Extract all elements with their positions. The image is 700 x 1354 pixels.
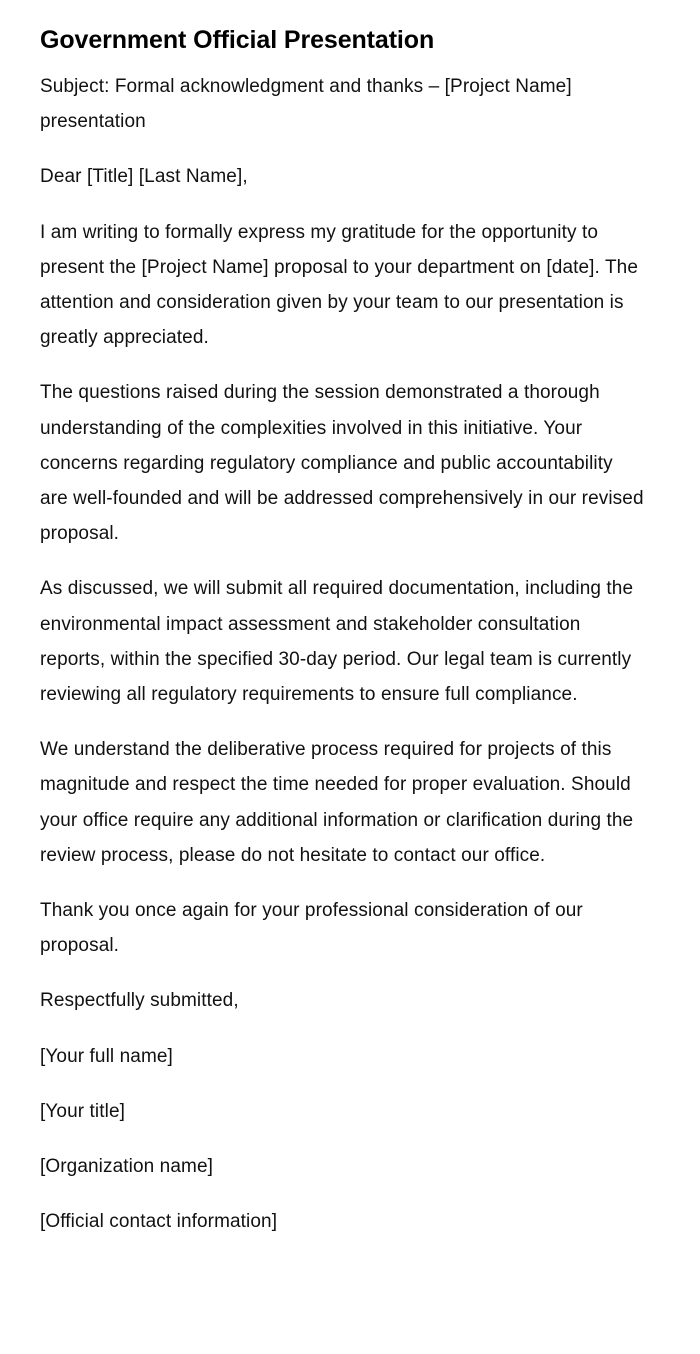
body-paragraph-questions: The questions raised during the session demonstrated a thorough understanding of the complexities involved in this initiative. Your concerns regarding regulatory compliance and public accountability are well-founded and will be addressed comprehensively in our revised proposal. bbox=[40, 382, 644, 545]
signature-contact: [Official contact information] bbox=[40, 1211, 278, 1233]
subject-line: Subject: Formal acknowledgment and thanks – [Project Name] presentation bbox=[40, 76, 572, 133]
salutation: Dear [Title] [Last Name], bbox=[40, 166, 248, 188]
signature-title: [Your title] bbox=[40, 1100, 125, 1122]
document-title: Government Official Presentation bbox=[40, 26, 435, 54]
closing-line: Respectfully submitted, bbox=[40, 990, 239, 1012]
body-paragraph-documentation: As discussed, we will submit all required documentation, including the environmental impact assessment and stakeholder consultation reports, within the specified 30-day period. Our legal team is currently reviewing all regulatory requirements to ensure full compliance. bbox=[40, 578, 634, 706]
body-paragraph-process: We understand the deliberative process required for projects of this magnitude and respect the time needed for proper evaluation. Should your office require any additional information or clarification during the review process, please do not hesitate to contact our office. bbox=[40, 739, 634, 866]
signature-full-name: [Your full name] bbox=[40, 1045, 173, 1067]
body-paragraph-thanks: Thank you once again for your professional consideration of our proposal. bbox=[40, 900, 583, 957]
signature-organization: [Organization name] bbox=[40, 1156, 213, 1178]
body-paragraph-gratitude: I am writing to formally express my gratitude for the opportunity to present the [Project Name] proposal to your department on [date]. The attention and consideration given by your team to our presentation is greatly appreciated. bbox=[40, 221, 638, 349]
